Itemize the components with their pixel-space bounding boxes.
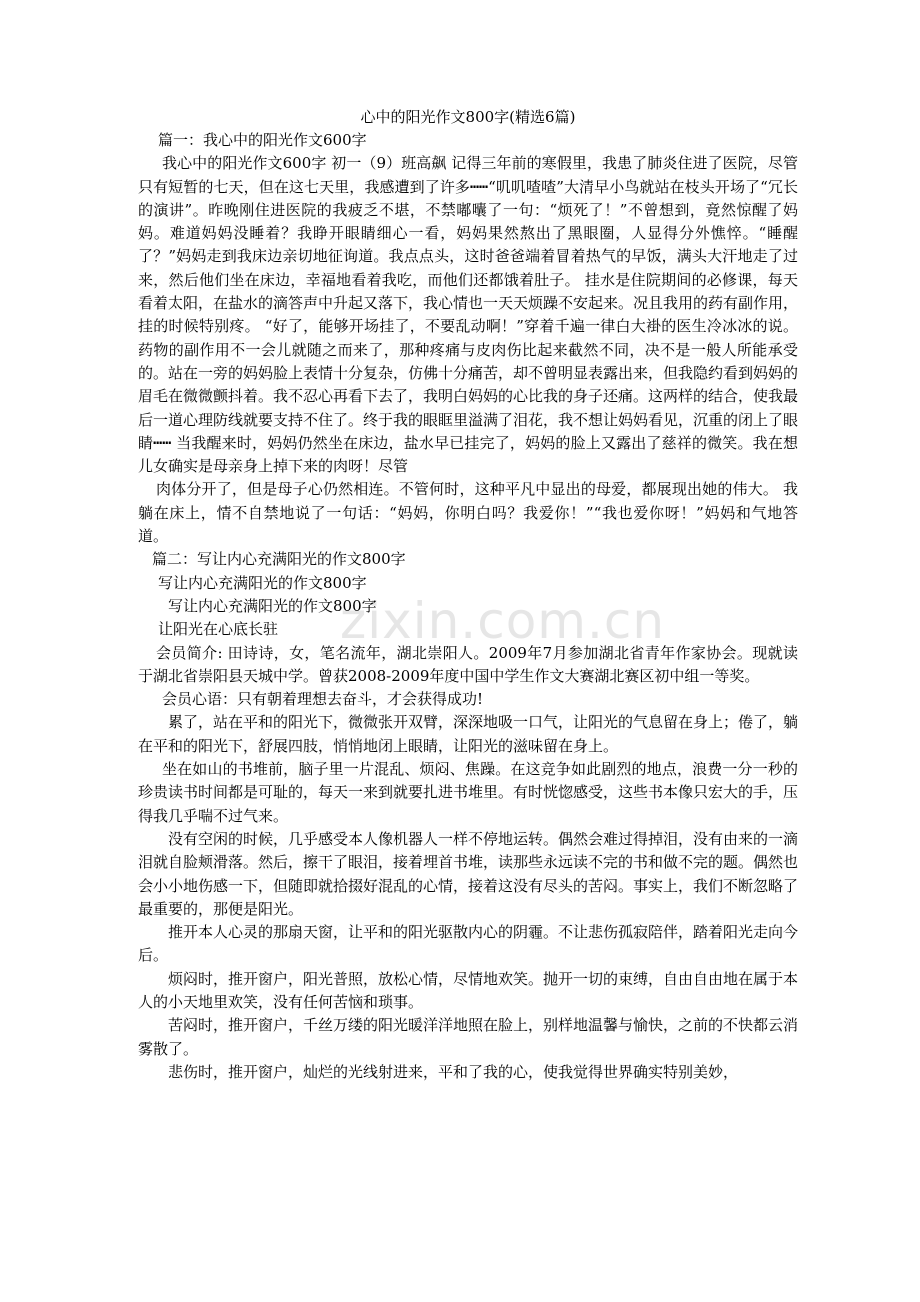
member-intro: 会员简介: 田诗诗，女，笔名流年，湖北崇阳人。2009年7月参加湖北省青年作家协会。现就读于湖北省崇阳县天城中学。曾获2008-2009年度中国中学生作文大赛湖北赛区初中组一等奖。 <box>138 643 798 685</box>
subheading: 写让内心充满阳光的作文800字 <box>158 573 367 592</box>
subheading: 写让内心充满阳光的作文800字 <box>168 596 377 615</box>
essay-title: 让阳光在心底长驻 <box>158 620 279 639</box>
watermark: zixin.com.cn <box>340 592 666 650</box>
body-paragraph: 苦闷时，推开窗户，千丝万缕的阳光暖洋洋地照在脸上，别样地温馨与愉快，之前的不快都云消雾散了。 <box>138 1016 799 1058</box>
document-page <box>138 106 798 1084</box>
document-title: 心中的阳光作文800字(精选6篇) <box>360 108 576 126</box>
body-paragraph: 肉体分开了，但是母子心仍然相连。不管何时，这种平凡中显出的母爱，都展现出她的伟大。 我躺在床上，情不自禁地说了一句话：“妈妈，你明白吗？我爱你！”“我也爱你呀！”妈妈和气地答道。 <box>138 480 798 546</box>
body-paragraph: 我心中的阳光作文600字 初一（9）班高飙 记得三年前的寒假里，我患了肺炎住进了医院，尽管只有短暂的七天，但在这七天里，我感遭到了许多┅┅“叽叽喳喳”大清早小鸟就站在枝头开场了“冗长的演讲”。昨晚刚住进医院的我疲乏不堪，不禁嘟囔了一句：“烦死了！”不曾想到，竟然惊醒了妈妈。难道妈妈没睡着？我睁开眼睛细心一看，妈妈果然熬出了黑眼圈，人显得分外憔悴。“睡醒了？”妈妈走到我床边亲切地征询道。我点点头，这时爸爸端着冒着热气的早饭，满头大汗地走了过来，然后他们坐在床边，幸福地看着我吃，而他们还都饿着肚子。 挂水是住院期间的必修课，每天看着太阳，在盐水的滴答声中升起又落下，我心情也一天天烦躁不安起来。况且我用的药有副作用，挂的时候特别疼。 “好了，能够开场挂了，不要乱动啊！”穿着千遍一律白大褂的医生冷冰冰的说。药物的副作用不一会儿就随之而来了，那种疼痛与皮肉伤比起来截然不同，决不是一般人所能承受的。站在一旁的妈妈脸上表情十分复杂，仿佛十分痛苦，却不曾明显表露出来，但我隐约看到妈妈的眉毛在微微颤抖着。我不忍心再看下去了，我明白妈妈的心比我的身子还痛。这两样的结合，使我最后一道心理防线就要支持不住了。终于我的眼眶里溢满了泪花，我不想让妈妈看见，沉重的闭上了眼睛┅┅ 当我醒来时，妈妈仍然坐在床边，盐水早已挂完了，妈妈的脸上又露出了慈祥的微笑。我在想儿女确实是母亲身上掉下来的肉呀！尽管 <box>138 154 799 476</box>
body-paragraph: 没有空闲的时候，几乎感受本人像机器人一样不停地运转。偶然会难过得掉泪，没有由来的一滴泪就自脸颊滑落。然后，擦干了眼泪，接着埋首书堆，读那些永远读不完的书和做不完的题。偶然也会小小地伤感一下，但随即就拾掇好混乱的心情，接着这没有尽头的苦闷。事实上，我们不断忽略了最重要的，那便是阳光。 <box>138 829 799 918</box>
section-heading-1: 篇一：我心中的阳光作文600字 <box>158 131 367 149</box>
body-paragraph: 烦闷时，推开窗户，阳光普照，放松心情，尽情地欢笑。抛开一切的束缚，自由自由地在属于本人的小天地里欢笑，没有任何苦恼和琐事。 <box>138 969 799 1011</box>
section-heading-2: 篇二：写让内心充满阳光的作文800字 <box>152 550 406 569</box>
body-paragraph: 推开本人心灵的那扇天窗，让平和的阳光驱散内心的阴霾。不让悲伤孤寂陪伴，踏着阳光走向今后。 <box>138 923 799 965</box>
body-paragraph: 悲伤时，推开窗户，灿烂的光线射进来，平和了我的心，使我觉得世界确实特别美妙， <box>168 1062 739 1081</box>
body-paragraph: 坐在如山的书堆前，脑子里一片混乱、烦闷、焦躁。在这竞争如此剧烈的地点，浪费一分一秒的珍贵读书时间都是可耻的，每天一来到就要扎进书堆里。有时恍惚感受，这些书本像只宏大的手，压得我几乎喘不过气来。 <box>138 760 799 825</box>
body-paragraph: 累了，站在平和的阳光下，微微张开双臂，深深地吸一口气，让阳光的气息留在身上；倦了，躺在平和的阳光下，舒展四肢，悄悄地闭上眼睛，让阳光的滋味留在身上。 <box>138 713 799 755</box>
member-motto: 会员心语：只有朝着理想去奋斗，才会获得成功! <box>162 690 484 709</box>
